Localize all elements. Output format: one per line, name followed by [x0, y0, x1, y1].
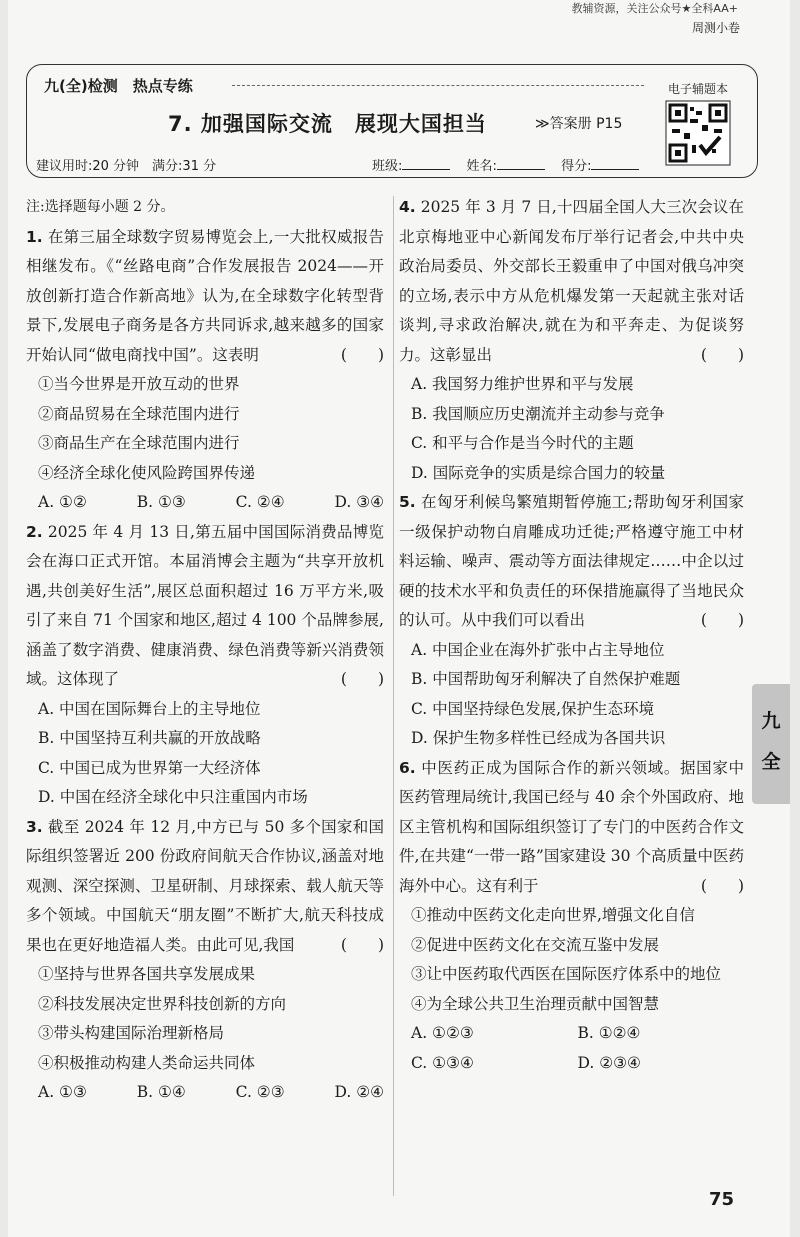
statement-item: ①坚持与世界各国共享发展成果 — [38, 965, 256, 983]
option-grid — [399, 1019, 744, 1078]
answer-blank[interactable]: ( ) — [340, 345, 384, 364]
option-d[interactable]: D. 保护生物多样性已经成为各国共识 — [411, 729, 666, 747]
option-d[interactable]: D. 国际竞争的实质是综合国力的较量 — [411, 463, 666, 482]
option-b[interactable]: B. ①③ — [136, 493, 186, 511]
section-tag: 九(全)检测 热点专练 — [44, 77, 193, 95]
right-column — [399, 193, 744, 1078]
option-a[interactable]: A. ①② — [38, 493, 87, 511]
question-number: 2. — [26, 522, 43, 541]
option-a[interactable]: A. 我国努力维护世界和平与发展 — [411, 375, 634, 393]
option-c[interactable]: C. 和平与合作是当今时代的主题 — [411, 434, 634, 452]
statement-item: ①当今世界是开放互动的世界 — [38, 375, 240, 393]
question-2 — [26, 518, 384, 813]
score-label: 得分: — [561, 159, 592, 174]
page-title: 7. 加强国际交流 展现大国担当 — [168, 112, 487, 136]
statement-item: ④经济全球化使风险跨国界传递 — [38, 463, 256, 482]
option-b[interactable]: B. ①②④ — [577, 1024, 641, 1042]
statement-item: ②科技发展决定世界科技创新的方向 — [38, 994, 287, 1013]
score-note: 注:选择题每小题 2 分。 — [26, 199, 175, 215]
question-stem: 2025 年 3 月 7 日,十四届全国人大三次会议在北京梅地亚中心新闻发布厅举行记者会,中共中央政治局委员、外交部长王毅重申了中国对俄乌冲突的立场,表示中方从危机爆发第一天起就主张对话谈判,寻求政治解决,就在为和平奔走、为促谈努力。这彰显出 — [399, 198, 744, 364]
option-row — [26, 1078, 384, 1108]
column-divider — [393, 196, 394, 1196]
student-fields — [372, 155, 651, 174]
page-number: 75 — [708, 1189, 734, 1210]
score-blank[interactable] — [591, 157, 639, 170]
statement-item: ④为全球公共卫生治理贡献中国智慧 — [411, 994, 660, 1013]
top-subtitle: 周测小卷 — [691, 21, 740, 35]
question-stem: 在匈牙利候鸟繁殖期暂停施工;帮助匈牙利国家一级保护动物白肩雕成功迁徙;严格遵守施工中材料运输、噪声、震动等方面法律规定……中企以过硬的技术水平和负责任的环保措施赢得了当地民众的认可。从中我们可以看出 — [399, 493, 744, 629]
question-number: 4. — [399, 198, 416, 216]
side-tab-char: 九 — [761, 710, 781, 732]
answer-blank[interactable]: ( ) — [700, 876, 744, 895]
option-a[interactable]: A. ①②③ — [411, 1024, 474, 1042]
question-1 — [26, 223, 384, 518]
option-c[interactable]: C. 中国坚持绿色发展,保护生态环境 — [411, 699, 655, 718]
question-stem: 中医药正成为国际合作的新兴领域。据国家中医药管理局统计,我国已经与 40 余个外国政府、地区主管机构和国际组织签订了专门的中医药合作文件,在共建“一带一路”国家建设 30 个高质量中医药海外中心。这有利于 — [399, 758, 744, 895]
option-b[interactable]: B. 中国帮助匈牙利解决了自然保护难题 — [411, 670, 681, 688]
option-row — [26, 488, 384, 518]
statement-item: ③让中医药取代西医在国际医疗体系中的地位 — [411, 965, 722, 983]
time-score-info: 建议用时:20 分钟 满分:31 分 — [36, 159, 217, 174]
answer-blank[interactable]: ( ) — [340, 670, 384, 688]
left-column — [26, 193, 384, 1108]
question-number: 6. — [399, 758, 416, 777]
name-label: 姓名: — [466, 159, 497, 174]
option-c[interactable]: C. ②④ — [235, 493, 285, 511]
option-a[interactable]: A. ①③ — [38, 1083, 87, 1101]
question-number: 3. — [26, 817, 43, 836]
qr-code-icon — [656, 97, 740, 167]
header-divider — [232, 85, 644, 86]
option-b[interactable]: B. 我国顺应历史潮流并主动参与竞争 — [411, 404, 665, 423]
question-4 — [399, 193, 744, 488]
answer-reference: ≫答案册 P15 — [535, 116, 623, 132]
option-b[interactable]: B. ①④ — [136, 1083, 186, 1101]
qr-label: 电子辅题本 — [667, 82, 728, 96]
option-c[interactable]: C. 中国已成为世界第一大经济体 — [38, 758, 261, 777]
qr-panel[interactable] — [656, 80, 740, 170]
statement-item: ③商品生产在全球范围内进行 — [38, 434, 240, 452]
statement-item: ④积极推动构建人类命运共同体 — [38, 1053, 256, 1072]
option-a[interactable]: A. 中国在国际舞台上的主导地位 — [38, 699, 261, 718]
option-d[interactable]: D. ②③④ — [577, 1053, 641, 1072]
question-stem: 2025 年 4 月 13 日,第五届中国国际消费品博览会在海口正式开馆。本届消博会主题为“共享开放机遇,共创美好生活”,展区总面积超过 16 万平方米,吸引了来自 71 个国家和地区,超过 4 100 个品牌参展,涵盖了数字消费、健康消费、绿色消费等新兴消费领域。这体现了 — [26, 522, 384, 688]
option-b[interactable]: B. 中国坚持互利共赢的开放战略 — [38, 729, 261, 747]
class-blank[interactable] — [402, 157, 450, 170]
question-stem: 在第三届全球数字贸易博览会上,一大批权威报告相继发布。《“丝路电商”合作发展报告 2024——开放创新打造合作新高地》认为,在全球数字化转型背景下,发展电子商务是各方共同诉求,越来越多的国家开始认同“做电商找中国”。这表明 — [26, 227, 384, 364]
top-note: 教辅资源，关注公众号★全科AA+ — [571, 2, 738, 15]
chapter-side-tab[interactable] — [752, 684, 790, 804]
name-blank[interactable] — [497, 157, 545, 170]
side-tab-char: 全 — [761, 751, 781, 773]
option-a[interactable]: A. 中国企业在海外扩张中占主导地位 — [411, 640, 665, 659]
question-stem: 截至 2024 年 12 月,中方已与 50 多个国家和国际组织签署近 200 份政府间航天合作协议,涵盖对地观测、深空探测、卫星研制、月球探索、载人航天等多个领域。中国航天“朋友圈”不断扩大,航天科技成果也在更好地造福人类。由此可见,我国 — [26, 817, 384, 954]
option-c[interactable]: C. ①③④ — [411, 1053, 474, 1072]
answer-blank[interactable]: ( ) — [700, 345, 744, 364]
option-d[interactable]: D. 中国在经济全球化中只注重国内市场 — [38, 788, 308, 806]
statement-item: ②商品贸易在全球范围内进行 — [38, 404, 240, 423]
option-d[interactable]: D. ③④ — [334, 493, 384, 511]
option-c[interactable]: C. ②③ — [235, 1083, 285, 1101]
question-number: 1. — [26, 227, 43, 246]
question-5 — [399, 488, 744, 754]
question-3 — [26, 813, 384, 1108]
answer-blank[interactable]: ( ) — [700, 611, 744, 629]
class-label: 班级: — [372, 159, 403, 174]
question-6 — [399, 754, 744, 1079]
option-d[interactable]: D. ②④ — [334, 1083, 384, 1101]
answer-blank[interactable]: ( ) — [340, 935, 384, 954]
statement-item: ③带头构建国际治理新格局 — [38, 1024, 225, 1042]
statement-item: ①推动中医药文化走向世界,增强文化自信 — [411, 906, 695, 924]
statement-item: ②促进中医药文化在交流互鉴中发展 — [411, 935, 660, 954]
question-number: 5. — [399, 493, 416, 511]
